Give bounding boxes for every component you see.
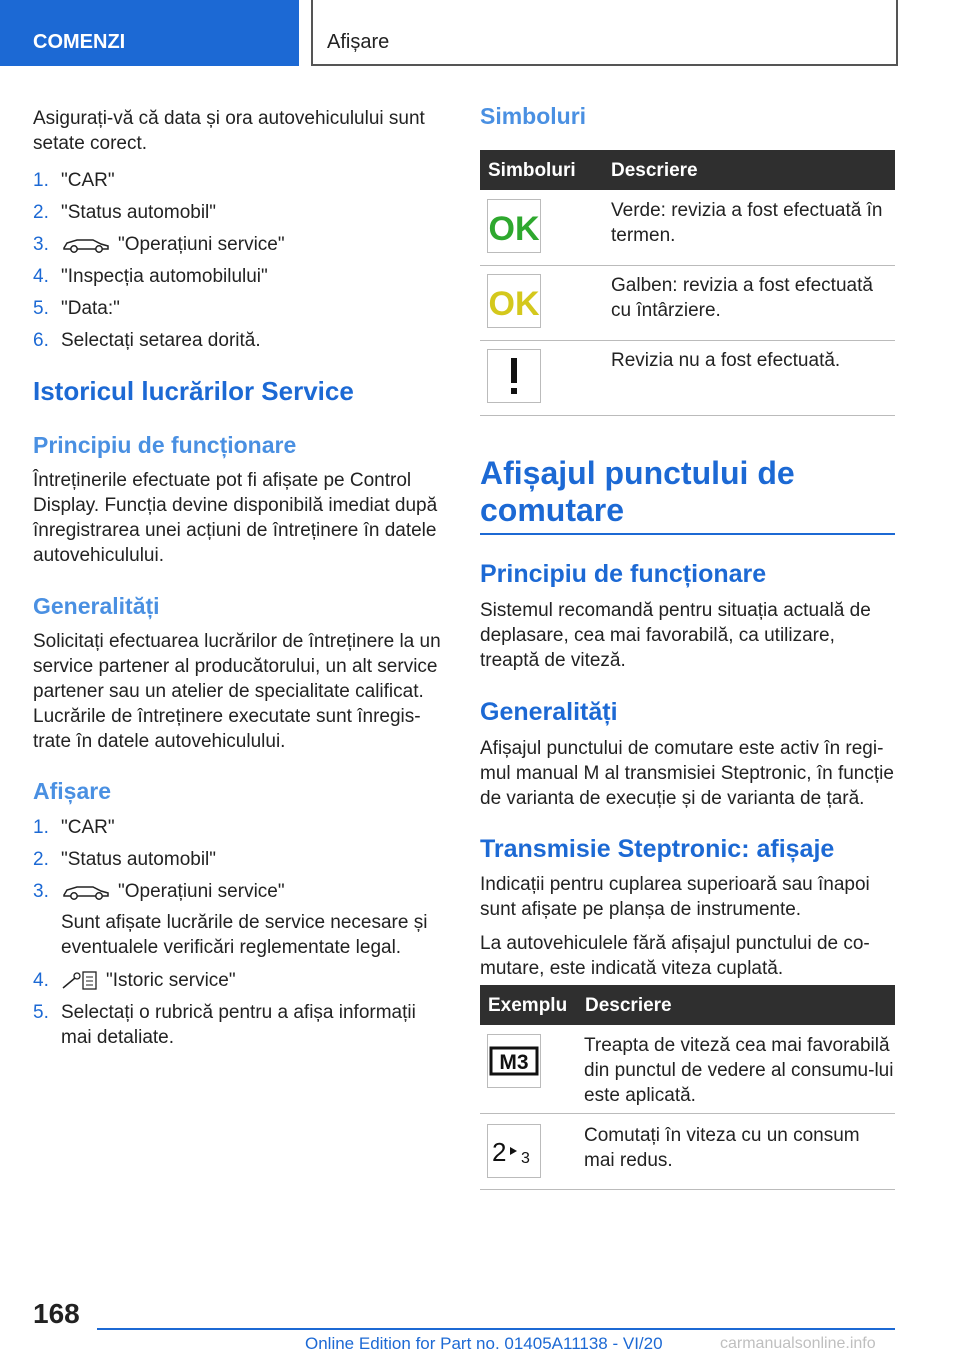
heading-generalitati: Generalități (33, 593, 160, 619)
section-label: COMENZI (33, 31, 126, 53)
car-icon (61, 235, 111, 255)
heading-transmisie: Transmisie Steptronic: afișaje (480, 835, 835, 863)
edition-note: Online Edition for Part no. 01405A11138 - VI/20 (305, 1334, 663, 1353)
page-header (311, 0, 898, 66)
paragraph-principiu: Întreținerile efectuate pot fi afișate pe Control Display. Funcția devine disponibilă imediat după înregistrarea unei acțiuni de întreținere în datele autovehiculului. (33, 470, 438, 566)
row-divider (480, 265, 895, 266)
step-text: "CAR" (61, 817, 115, 838)
step-text: "Operațiuni service" (118, 881, 285, 902)
table-col-header: Descriere (585, 995, 672, 1016)
svg-text:2: 2 (492, 1137, 507, 1167)
shift-2-3-icon (487, 1124, 541, 1178)
paragraph-generalitati-right: Afișajul punctului de comutare este activ în regi‐mul manual M al transmisiei Steptronic, în funcție de varianta de execuție și de varianta de țară. (480, 738, 894, 809)
svg-text:M3: M3 (499, 1051, 529, 1074)
table-col-header: Simboluri (488, 160, 576, 181)
table-col-header: Descriere (611, 160, 698, 181)
step-number: 2. (33, 849, 49, 870)
step-text: "Status automobil" (61, 849, 217, 870)
heading-istoric: Istoricul lucrărilor Service (33, 376, 354, 406)
step-number: 6. (33, 330, 49, 351)
table-cell: Comutați în viteza cu un consum mai redus. (584, 1125, 860, 1171)
svg-text:OK: OK (488, 285, 540, 323)
table-header (480, 150, 895, 190)
heading-principiu-right: Principiu de funcționare (480, 560, 767, 588)
table-cell: Revizia nu a fost efectuată. (611, 350, 841, 371)
step-text: "Operațiuni service" (118, 234, 285, 255)
heading-afisajul: Afișajul punctului de comutare (480, 455, 795, 528)
svg-text:OK: OK (488, 210, 540, 248)
step-text: "Inspecția automobilului" (61, 266, 268, 287)
paragraph-generalitati: Solicitați efectuarea lucrărilor de întreținere la un service partener al producătorului, un alt service partener sau un atelier de specialitate calificat. Lucrările de întreținere executate sunt înregis‐trate în datele autovehiculului. (33, 631, 441, 752)
heading-afisare: Afișare (33, 778, 111, 804)
service-history-icon (61, 968, 99, 992)
row-divider (480, 1189, 895, 1190)
step-text: "Data:" (61, 298, 120, 319)
step-number: 5. (33, 298, 49, 319)
step-number: 1. (33, 817, 49, 838)
footer-rule (97, 1328, 895, 1330)
section-rule (480, 533, 895, 535)
step-text: "CAR" (61, 170, 115, 191)
table-cell: Treapta de viteză cea mai favorabilă din punctul de vedere al consumu‐lui este aplicată. (584, 1035, 894, 1106)
ok-yellow-icon (487, 274, 541, 328)
paragraph-transmisie-2: La autovehiculele fără afișajul punctului de co‐mutare, este indicată viteza cuplată. (480, 933, 870, 979)
svg-text:3: 3 (521, 1150, 530, 1167)
step-number: 4. (33, 266, 49, 287)
paragraph-transmisie-1: Indicații pentru cuplarea superioară sau înapoi sunt afișate pe planșa de instrumente. (480, 874, 870, 920)
step-text: Selectați o rubrică pentru a afișa informații mai detaliate. (61, 1002, 416, 1048)
step-text: "Istoric service" (106, 970, 236, 991)
m3-gear-icon (487, 1034, 541, 1088)
step-text: "Status automobil" (61, 202, 217, 223)
exclamation-icon (487, 349, 541, 403)
watermark: carmanualsonline.info (720, 1335, 876, 1352)
step-number: 3. (33, 881, 49, 902)
table-col-header: Exemplu (488, 995, 568, 1016)
row-divider (480, 340, 895, 341)
paragraph-principiu-right: Sistemul recomandă pentru situația actuală de deplasare, cea mai favorabilă, ca utilizare, treaptă de viteză. (480, 600, 871, 671)
table-header (480, 985, 895, 1025)
row-divider (480, 1113, 895, 1114)
step-number: 2. (33, 202, 49, 223)
row-divider (480, 415, 895, 416)
step-number: 4. (33, 970, 49, 991)
intro-paragraph: Asigurați-vă că data și ora autovehiculului sunt setate corect. (33, 108, 425, 154)
table-cell: Verde: revizia a fost efectuată în termen. (611, 200, 883, 246)
step-number: 3. (33, 234, 49, 255)
heading-simboluri: Simboluri (480, 103, 587, 129)
car-icon (61, 882, 111, 902)
section-tab (0, 0, 299, 66)
heading-principiu: Principiu de funcționare (33, 432, 297, 458)
step-note: Sunt afișate lucrările de service necesare și eventualele verificări reglementate legal. (61, 912, 428, 958)
ok-green-icon (487, 199, 541, 253)
page-header-title: Afișare (327, 31, 390, 53)
heading-generalitati-right: Generalități (480, 698, 618, 726)
page-number: 168 (33, 1298, 80, 1329)
step-text: Selectați setarea dorită. (61, 330, 261, 351)
step-number: 5. (33, 1002, 49, 1023)
table-cell: Galben: revizia a fost efectuată cu întârziere. (611, 275, 873, 321)
step-number: 1. (33, 170, 49, 191)
